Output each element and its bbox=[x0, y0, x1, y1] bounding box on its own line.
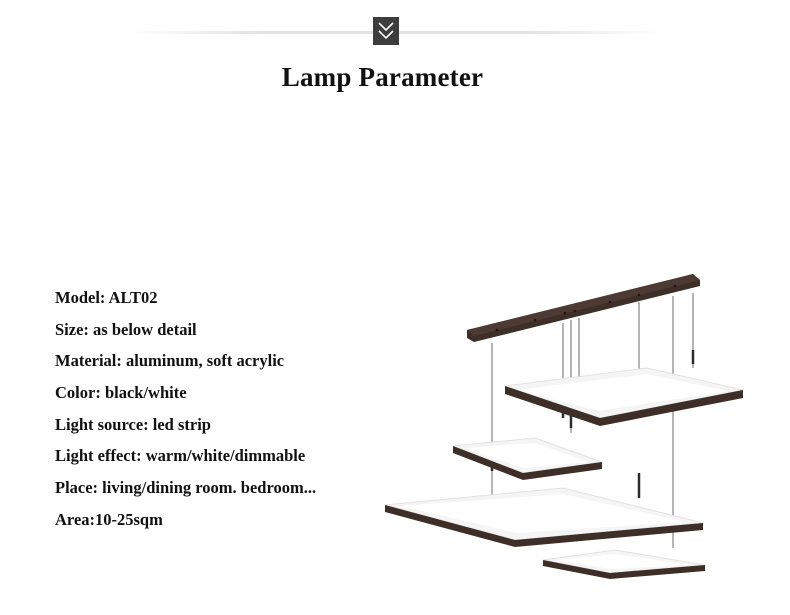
pendant-lamp-image bbox=[375, 268, 750, 588]
spec-area: Area:10-25sqm bbox=[55, 509, 163, 529]
spec-size: Size: as below detail bbox=[55, 319, 197, 339]
spec-place: Place: living/dining room. bedroom... bbox=[55, 478, 317, 498]
double-chevron-down-icon bbox=[373, 17, 399, 45]
spec-color: Color: black/white bbox=[55, 383, 187, 403]
spec-list bbox=[55, 287, 316, 541]
spec-model: Model: ALT02 bbox=[55, 288, 158, 307]
spec-material: Material: aluminum, soft acrylic bbox=[55, 351, 285, 371]
spec-light-effect: Light effect: warm/white/dimmable bbox=[55, 446, 306, 466]
page-title: Lamp Parameter bbox=[281, 62, 484, 92]
section-badge bbox=[373, 17, 399, 45]
spec-light-source: Light source: led strip bbox=[55, 414, 211, 434]
